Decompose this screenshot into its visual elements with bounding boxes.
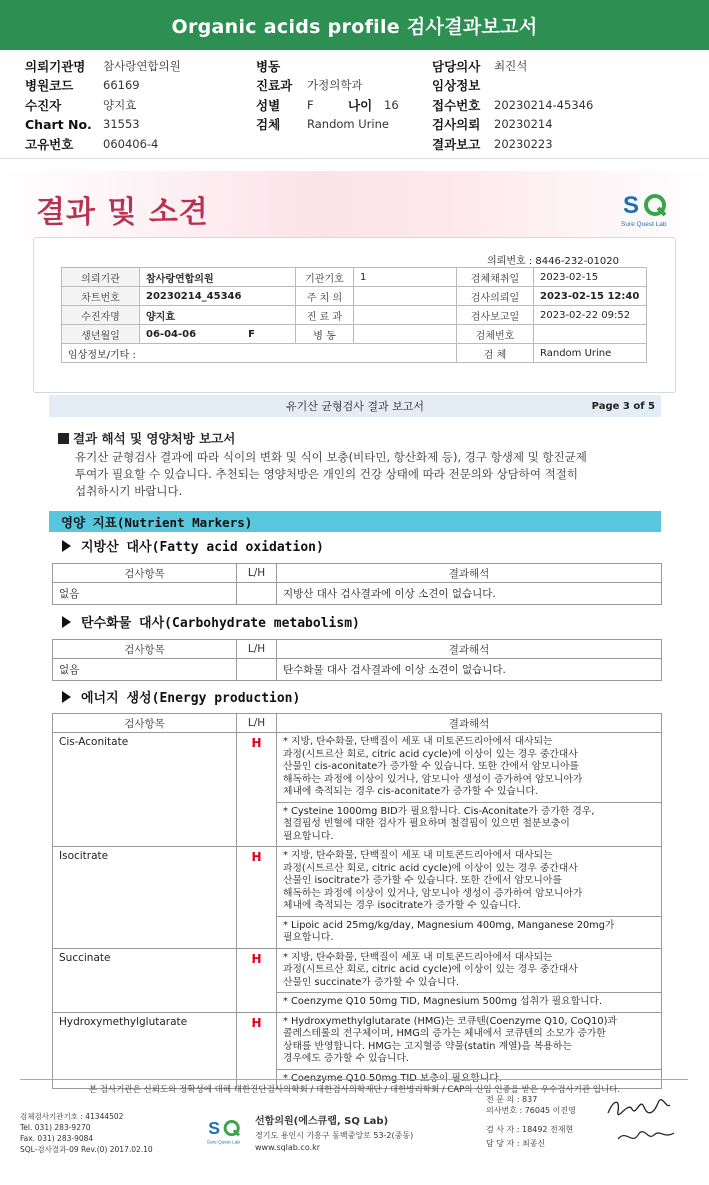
footer-line: Fax. 031) 283-9084 (20, 1134, 94, 1143)
lh-flag: H (237, 948, 277, 1012)
result-line: 산물인 cis-aconitate가 증가할 수 있습니다. 또한 간에서 암모니아를 (283, 761, 579, 772)
subsection-title: 에너지 생성(Energy production) (81, 691, 301, 706)
fatty-acid-table (52, 563, 662, 605)
info-key: 생년월일 (62, 325, 140, 344)
report-title: Organic acids profile 검사결과보고서 (0, 0, 709, 50)
info-key: 검사의뢰일 (457, 287, 534, 306)
result-line: 경우에도 증가할 수 있습니다. (283, 1053, 410, 1064)
intro-line: 투여가 필요할 수 있습니다. 추천되는 영양처방은 개인의 건강 상태에 따라 전문의와 상담하여 적절히 (75, 467, 578, 481)
info-value: 1 (354, 268, 457, 287)
col-header-result: 결과해석 (277, 564, 662, 583)
fatty-acid-heading (62, 536, 324, 555)
header-value: 20230223 (494, 136, 553, 151)
result-line: 상태를 반영합니다. HMG는 고지혈증 약물(statin 계열)을 복용하는 (283, 1040, 572, 1052)
lab-address: 경기도 용인시 기흥구 동백중앙로 53-2(중동) (255, 1131, 414, 1140)
info-key: 수진자명 (62, 306, 140, 325)
info-key: 검체채취일 (457, 268, 534, 287)
info-value: 참사랑연합의원 (140, 268, 296, 287)
info-key: 검사보고일 (457, 306, 534, 325)
table-row (53, 1012, 662, 1089)
header-key: 담당의사 (432, 58, 481, 74)
header-value: 참사랑연합의원 (103, 58, 181, 73)
result-line: * 지방, 탄수화물, 단백질이 세포 내 미토콘드리아에서 대사되는 (283, 850, 553, 861)
result-line: 필요합니다. (283, 932, 334, 943)
report-subtitle: 유기산 균형검사 결과 보고서 (285, 400, 424, 413)
info-key: 기관기호 (296, 268, 354, 287)
info-value (534, 325, 647, 344)
result-text: 탄수화물 대사 검사결과에 이상 소견이 없습니다. (277, 659, 662, 681)
col-header-item: 검사항목 (53, 714, 237, 733)
report-page (0, 158, 709, 1185)
energy-heading (62, 687, 300, 706)
patient-info-box (33, 237, 676, 393)
result-text: 지방산 대사 검사결과에 이상 소견이 없습니다. (277, 583, 662, 605)
result-line: 체내에 축적되는 경우 isocitrate가 증가할 수 있습니다. (283, 900, 521, 911)
info-value (354, 325, 457, 344)
result-line: * 지방, 탄수화물, 단백질이 세포 내 미토콘드리아에서 대사되는 (283, 736, 553, 747)
result-line: 필요합니다. (283, 830, 334, 842)
info-value: 2023-02-15 12:40 (534, 287, 647, 306)
carbohydrate-heading (62, 612, 360, 631)
result-line: 과정(시트르산 회로, citric acid cycle)에 이상이 있는 경우 중간대사 (283, 748, 578, 760)
carbohydrate-table (52, 639, 662, 681)
header-col-2 (256, 56, 399, 134)
result-text (277, 847, 662, 949)
lh-flag (237, 659, 277, 681)
sq-lab-footer-logo-icon (206, 1111, 250, 1151)
header-value: 060406-4 (103, 136, 159, 151)
age-label: 나이 (348, 97, 373, 113)
test-item: Isocitrate (53, 847, 237, 949)
table-row (53, 733, 662, 847)
header-key: 검체 (256, 117, 281, 133)
prescription-block (277, 803, 661, 847)
info-value (354, 287, 457, 306)
request-number-value: 8446-232-01020 (535, 256, 619, 267)
col-header-result: 결과해석 (277, 640, 662, 659)
square-bullet-icon (58, 433, 69, 444)
info-key: 진 료 과 (296, 306, 354, 325)
info-key: 의뢰기관 (62, 268, 140, 287)
results-heading: 결과 및 소견 (36, 195, 209, 230)
header-col-3 (432, 56, 593, 154)
signatory-line: 전 문 의 : 837 (486, 1095, 538, 1104)
footer-contact (20, 1111, 153, 1155)
result-line: 산물인 succinate가 증가할 수 있습니다. (283, 976, 460, 988)
svg-text:S: S (208, 1117, 220, 1138)
header-key: 결과보고 (432, 136, 481, 152)
header-value: F (307, 97, 314, 112)
header-key: 수진자 (25, 97, 62, 113)
signature-1-icon (604, 1095, 674, 1121)
section-heading (58, 429, 235, 447)
footer-line: 검체검사기관기호 : 41344502 (20, 1112, 124, 1121)
result-line: 콜레스테롤의 전구체이며, HMG의 증가는 체내에서 코큐텐의 소모가 증가한 (283, 1028, 606, 1039)
table-row (53, 948, 662, 1012)
header-key: Chart No. (25, 116, 92, 132)
lh-flag (237, 583, 277, 605)
signatory-line: 검 사 자 : 18492 전재현 (486, 1125, 574, 1134)
svg-text:S: S (623, 192, 640, 219)
footer-line: Tel. 031) 283-9270 (20, 1123, 91, 1132)
interpretation-block (277, 733, 661, 803)
subsection-title: 탄수화물 대사(Carbohydrate metabolism) (81, 616, 360, 631)
col-header-lh: L/H (237, 714, 277, 733)
info-value: 20230214_45346 (140, 287, 296, 306)
test-item: Hydroxymethylglutarate (53, 1012, 237, 1089)
header-value: 최진석 (494, 58, 528, 73)
header-key: 병원코드 (25, 78, 74, 94)
result-line: * Cysteine 1000mg BID가 필요합니다. Cis-Aconitate가 증가한 경우, (283, 805, 595, 817)
section-title: 결과 해석 및 영양처방 보고서 (73, 431, 236, 446)
patient-info-table (61, 267, 647, 363)
result-text (277, 948, 662, 1012)
prescription-block (277, 993, 661, 1012)
footer-divider (20, 1079, 688, 1080)
info-value: Random Urine (534, 344, 647, 363)
header-value: 66169 (103, 78, 140, 93)
result-line: * 지방, 탄수화물, 단백질이 세포 내 미토콘드리아에서 대사되는 (283, 951, 553, 963)
lh-flag: H (237, 1012, 277, 1089)
col-header-lh: L/H (237, 640, 277, 659)
info-value: 양지효 (140, 306, 296, 325)
result-line: 해독하는 과정에 이상이 있거나, 암모니아 생성이 증가하여 암모니아가 (283, 773, 583, 785)
nutrient-markers-bar: 영양 지표(Nutrient Markers) (49, 511, 661, 532)
subsection-title: 지방산 대사(Fatty acid oxidation) (81, 540, 324, 555)
lh-flag: H (237, 733, 277, 847)
header-key: 접수번호 (432, 97, 481, 113)
signatory-line: 담 당 자 : 최종신 (486, 1138, 546, 1148)
lab-name: 선함의원(에스큐랩, SQ Lab) (255, 1116, 389, 1127)
logo-text: Sure Quest Lab (206, 1140, 241, 1146)
info-key: 검 체 (457, 344, 534, 363)
age-value: 16 (384, 97, 399, 112)
info-key: 차트번호 (62, 287, 140, 306)
header-value: 양지효 (103, 97, 137, 112)
header-value: 가정의학과 (307, 78, 363, 93)
prescription-block (277, 917, 661, 948)
intro-paragraph (75, 449, 665, 500)
report-subtitle-bar (49, 395, 661, 417)
triangle-bullet-icon (62, 540, 71, 552)
info-value (354, 306, 457, 325)
result-line: 철결핍성 빈혈에 대한 검사가 필요하며 철결핍이 있으면 철분보충이 (283, 818, 570, 829)
lab-url: www.sqlab.co.kr (255, 1143, 321, 1152)
header-key: 병동 (256, 58, 281, 74)
result-text (277, 1012, 662, 1089)
result-line: 해독하는 과정에 이상이 있거나, 암모니아 생성이 증가하여 암모니아가 (283, 887, 583, 899)
header-key: 임상정보 (432, 78, 481, 94)
sex: F (248, 328, 255, 340)
test-item: 없음 (53, 659, 237, 681)
header-value: Random Urine (307, 117, 389, 132)
lh-flag: H (237, 847, 277, 949)
col-header-result: 결과해석 (277, 714, 662, 733)
test-item: Cis-Aconitate (53, 733, 237, 847)
info-value: 2023-02-22 09:52 (534, 306, 647, 325)
header-key: 진료과 (256, 78, 293, 94)
result-line: 과정(시트르산 회로, citric acid cycle)에 이상이 있는 경우 중간대사 (283, 862, 578, 874)
header-value: 20230214 (494, 117, 553, 132)
logo-text: Sure Quest Lab (621, 221, 667, 228)
header-col-1 (25, 56, 181, 154)
sq-lab-logo-icon (620, 189, 680, 229)
intro-line: 섭취하시기 바랍니다. (75, 484, 183, 498)
energy-table (52, 713, 662, 1089)
test-item: Succinate (53, 948, 237, 1012)
info-key: 주 치 의 (296, 287, 354, 306)
header-key: 검사의뢰 (432, 117, 481, 133)
result-line: * Hydroxymethylglutarate (HMG)는 코큐텐(Coenzyme Q10, CoQ10)과 (283, 1015, 617, 1027)
request-number (487, 252, 619, 267)
col-header-item: 검사항목 (53, 564, 237, 583)
interpretation-block (277, 1013, 661, 1070)
signatories (486, 1095, 576, 1149)
col-header-item: 검사항목 (53, 640, 237, 659)
info-key: 검체번호 (457, 325, 534, 344)
result-line: 산물인 isocitrate가 증가할 수 있습니다. 또한 간에서 암모니아를 (283, 875, 562, 886)
info-value (140, 325, 296, 344)
page-indicator: Page 3 of 5 (591, 400, 655, 412)
clinical-info: 임상정보/기타 : (62, 344, 457, 363)
triangle-bullet-icon (62, 616, 71, 628)
footer-line: SQL-검사결과-09 Rev.(0) 2017.02.10 (20, 1145, 153, 1154)
triangle-bullet-icon (62, 691, 71, 703)
col-header-lh: L/H (237, 564, 277, 583)
result-line: 체내에 축적되는 경우 cis-aconitate가 증가할 수 있습니다. (283, 786, 538, 797)
header-value: 31553 (103, 117, 140, 132)
info-key: 병 동 (296, 325, 354, 344)
result-line: 과정(시트르산 회로, citric acid cycle)에 이상이 있는 경우 중간대사 (283, 964, 578, 975)
birthdate: 06-04-06 (146, 328, 197, 340)
result-line: * Coenzyme Q10 50mg TID 보충이 필요합니다. (283, 1072, 502, 1084)
result-line: * Coenzyme Q10 50mg TID, Magnesium 500mg 섭취가 필요합니다. (283, 996, 603, 1007)
signatory-line: 의사번호 : 76045 이진영 (486, 1105, 576, 1115)
lab-info (255, 1112, 413, 1152)
table-row (53, 847, 662, 949)
result-text (277, 733, 662, 847)
intro-line: 유기산 균형검사 결과에 따라 식이의 변화 및 식이 보충(비타민, 항산화제 등), 경구 항생제 및 항진균제 (75, 450, 587, 464)
request-number-label: 의뢰번호 : (487, 256, 533, 267)
signature-2-icon (614, 1125, 678, 1149)
result-line: * Lipoic acid 25mg/kg/day, Magnesium 400mg, Manganese 20mg가 (283, 919, 615, 931)
interpretation-block (277, 949, 661, 994)
accreditation-note: 본 검사기관은 신뢰도와 정확성에 대해 대한진단검사의학회 / 대한검사의학재단 / 대한병리학회 / CAP의 신임 인증을 받은 우수검사기관 입니다. (88, 1085, 621, 1095)
header-key: 의뢰기관명 (25, 58, 86, 74)
test-item: 없음 (53, 583, 237, 605)
info-value: 2023-02-15 (534, 268, 647, 287)
header-value: 20230214-45346 (494, 97, 594, 112)
header-key: 성별 (256, 97, 281, 113)
header-key: 고유번호 (25, 136, 74, 152)
interpretation-block (277, 847, 661, 917)
